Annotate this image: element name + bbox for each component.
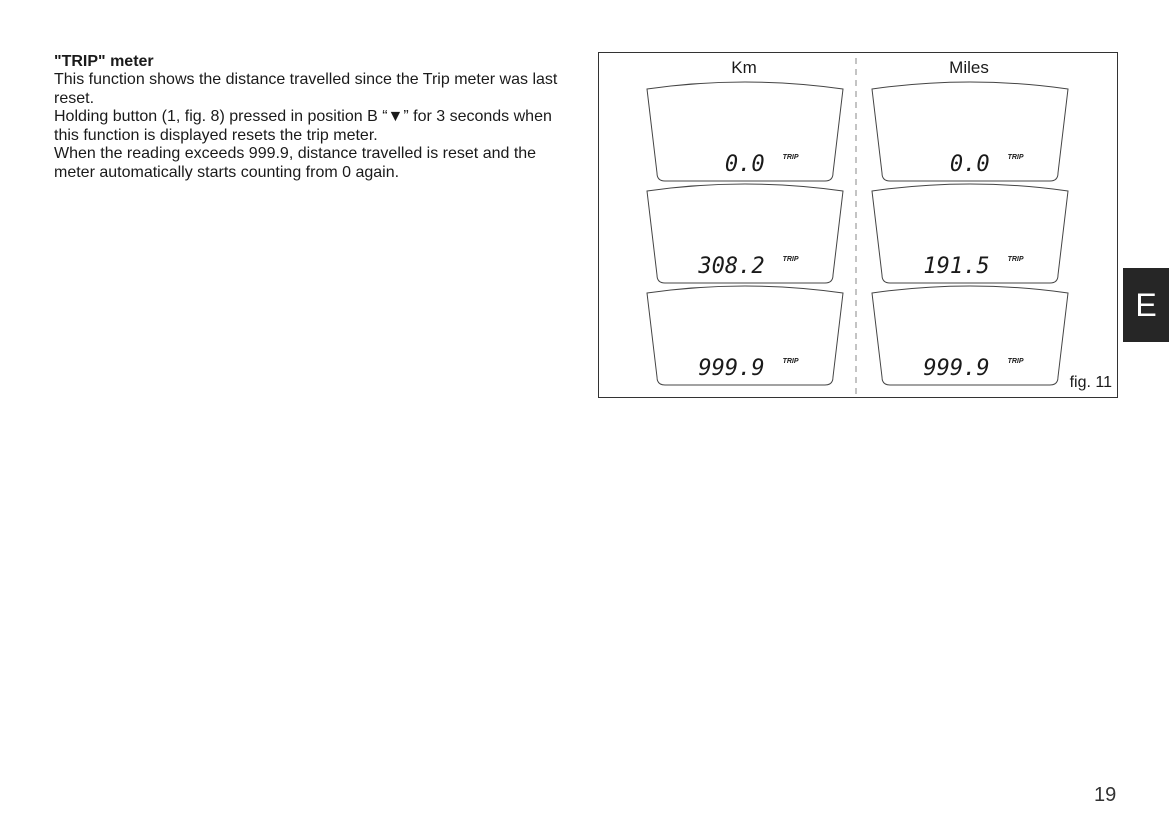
lcd-reading-miles: 999.9 [923,356,990,381]
figure-illustration [599,53,1119,399]
language-tab [1123,268,1169,342]
paragraph-3: When the reading exceeds 999.9, distance travelled is reset and the meter automatically starts counting from 0 again. [54,145,537,181]
lcd-reading-km: 308.2 [698,254,765,279]
lcd-reading-km: 0.0 [724,152,765,177]
paragraph-1: This function shows the distance travelled since the Trip meter was last reset. [54,71,558,107]
trip-indicator: TRIP [1007,256,1024,263]
lcd-reading-km: 999.9 [698,356,765,381]
page-number: 19 [1094,784,1117,806]
figure-11 [598,52,1118,398]
lcd-reading-miles: 0.0 [949,152,990,177]
trip-indicator: TRIP [1007,154,1024,161]
column-label-km: Km [731,58,757,77]
trip-indicator: TRIP [782,154,799,161]
trip-indicator: TRIP [1007,358,1024,365]
language-tab-letter: E [1135,286,1157,323]
lcd-reading-miles: 191.5 [923,254,990,279]
trip-indicator: TRIP [782,358,799,365]
trip-indicator: TRIP [782,256,799,263]
figure-caption: fig. 11 [1069,374,1112,391]
text-column [54,52,574,182]
section-heading: "TRIP" meter [54,53,154,70]
column-label-miles: Miles [949,58,989,77]
paragraph-2: Holding button (1, fig. 8) pressed in position B “▼” for 3 seconds when this function is displayed resets the trip meter. [54,108,552,144]
